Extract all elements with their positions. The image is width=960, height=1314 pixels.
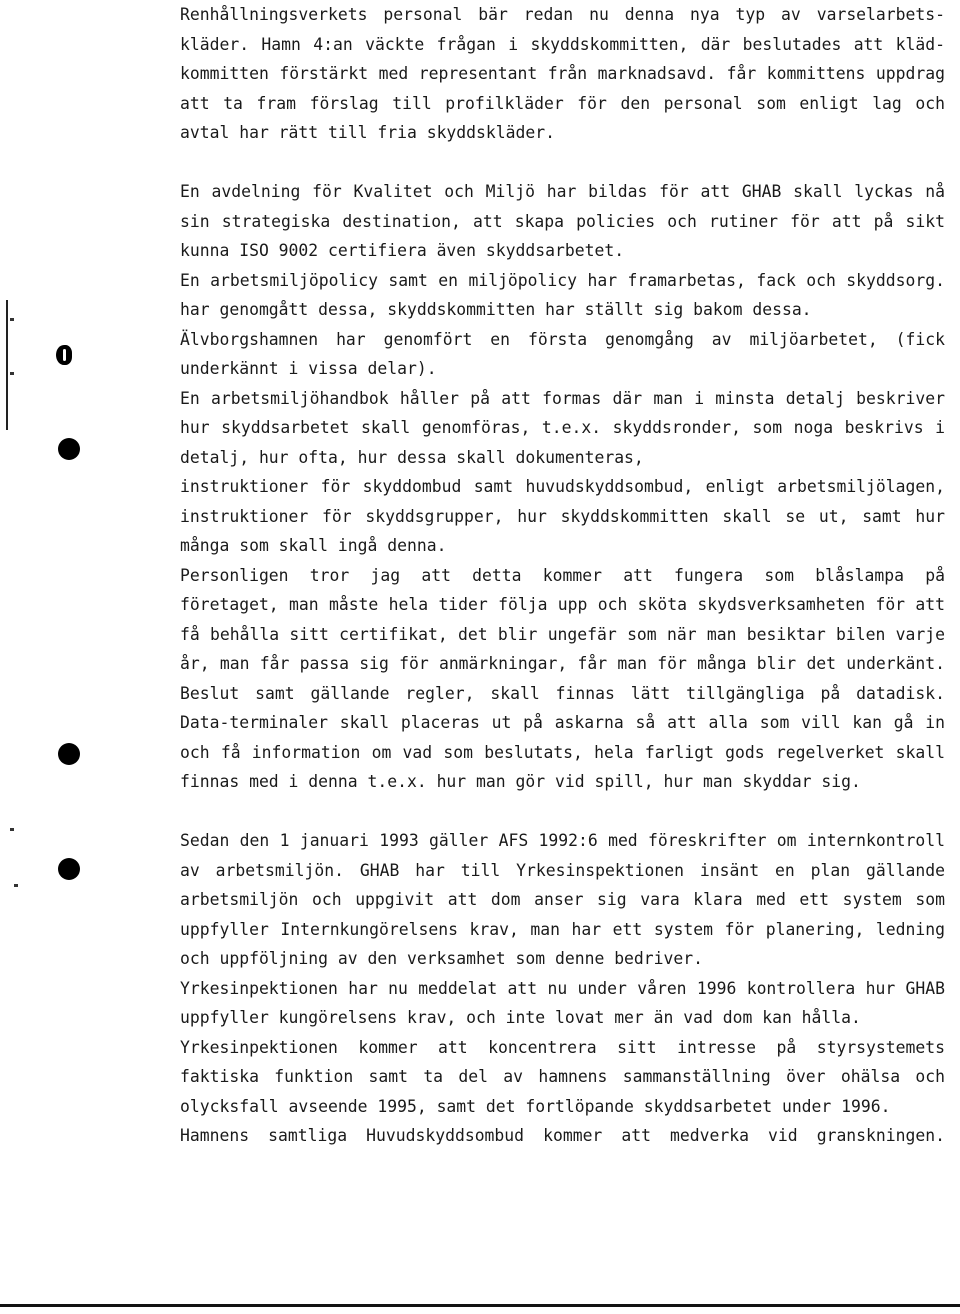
document-body <box>180 0 945 1151</box>
text-line: Älvborgshamnen har genomfört en första genomgång av miljöarbetet, (fick <box>180 329 945 349</box>
text-line: olycksfall avseende 1995, samt det fortlöpande skyddsarbetet under 1996. <box>180 1096 891 1116</box>
text-line: kommitten förstärkt med representant från marknadsavd. får kommittens uppdrag <box>180 64 945 83</box>
text-line: och uppföljning av den verksamhet som denne bedriver. <box>180 949 704 968</box>
text-line: många som skall ingå denna. <box>180 536 447 555</box>
text-line: Hamnens samtliga Huvudskyddsombud kommer att medverka vid granskningen. <box>180 1126 945 1145</box>
text-line: kunna ISO 9002 certifiera även skyddsarbetet. <box>180 241 625 260</box>
punch-hole <box>58 743 80 765</box>
text-line: få behålla sitt certifikat, det blir ungefär som när man besiktar bilen varje <box>180 624 945 644</box>
text-line: Personligen tror jag att detta kommer att fungera som blåslampa på <box>180 565 945 585</box>
text-line: faktiska funktion samt ta del av hamnens sammanställning över ohälsa och <box>180 1067 945 1086</box>
text-line: En arbetsmiljöpolicy samt en miljöpolicy har framarbetas, fack och skyddsorg. <box>180 270 945 290</box>
scan-edge-line <box>6 300 8 430</box>
text-line: Yrkesinpektionen kommer att koncentrera sitt intresse på styrsystemets <box>180 1037 945 1057</box>
text-line: och få information om vad som beslutats, hela farligt gods regelverket skall <box>180 742 945 762</box>
text-line: Data-terminaler skall placeras ut på askarna så att alla som vill kan gå in <box>180 713 945 732</box>
text-line: år, man får passa sig för anmärkningar, får man för många blir det underkänt. <box>180 654 945 673</box>
scan-speck <box>10 828 14 831</box>
text-line: En avdelning för Kvalitet och Miljö har bildas för att GHAB skall lyckas nå <box>180 182 945 201</box>
paragraph-quality-environment <box>180 177 945 797</box>
text-line: Yrkesinpektionen har nu meddelat att nu under våren 1996 kontrollera hur GHAB <box>180 978 945 998</box>
scan-speck <box>14 884 18 887</box>
text-line: avtal har rätt till fria skyddskläder. <box>180 123 555 142</box>
punch-hole <box>58 438 80 460</box>
text-line: underkännt i vissa delar). <box>180 359 437 378</box>
text-line: sin strategiska destination, att skapa policies och rutiner för att på sikt <box>180 211 945 231</box>
text-line: hur skyddsarbetet skall genomföras, t.e.x. skyddsronder, som noga beskrivs i <box>180 418 945 437</box>
paragraph-profile-clothing <box>180 0 945 148</box>
text-line: Beslut samt gällande regler, skall finnas lätt tillgängliga på datadisk. <box>180 683 945 703</box>
bottom-rule <box>0 1304 960 1307</box>
scan-speck <box>10 318 14 321</box>
text-line: uppfyller Internkungörelsens krav, man har ett system för planering, ledning <box>180 919 945 939</box>
text-line: En arbetsmiljöhandbok håller på att formas där man i minsta detalj beskriver <box>180 388 945 408</box>
text-line: detalj, hur ofta, hur dessa skall dokumenteras, <box>180 447 644 467</box>
text-line: instruktioner för skyddsgrupper, hur skyddskommitten skall se ut, samt hur <box>180 506 945 526</box>
scan-speck <box>10 372 14 375</box>
text-line: har genomgått dessa, skyddskommitten har ställt sig bakom dessa. <box>180 300 812 319</box>
text-line: instruktioner för skyddombud samt huvudskyddsombud, enligt arbetsmiljölagen, <box>180 477 945 496</box>
text-line: av arbetsmiljön. GHAB har till Yrkesinspektionen insänt en plan gällande <box>180 860 945 880</box>
text-line: arbetsmiljön och uppgivit att dom anser sig vara klara med ett system som <box>180 890 945 909</box>
text-line: finnas med i denna t.e.x. hur man gör vid spill, hur man skyddar sig. <box>180 772 861 791</box>
punch-hole <box>58 858 80 880</box>
text-line: att ta fram förslag till profilkläder för den personal som enligt lag och <box>180 93 945 113</box>
punch-hole <box>56 345 72 365</box>
paragraph-internal-control <box>180 826 945 1151</box>
text-line: kläder. Hamn 4:an väckte frågan i skyddskommitten, där beslutades att kläd- <box>180 34 945 54</box>
text-line: företaget, man måste hela tider följa upp och sköta skydsverksamheten för att <box>180 595 945 614</box>
text-line: Sedan den 1 januari 1993 gäller AFS 1992:6 med föreskrifter om internkontroll <box>180 831 945 850</box>
text-line: Renhållningsverkets personal bär redan nu denna nya typ av varselarbets- <box>180 5 945 24</box>
text-line: uppfyller kungörelsens krav, och inte lovat mer än vad dom kan hålla. <box>180 1008 861 1027</box>
